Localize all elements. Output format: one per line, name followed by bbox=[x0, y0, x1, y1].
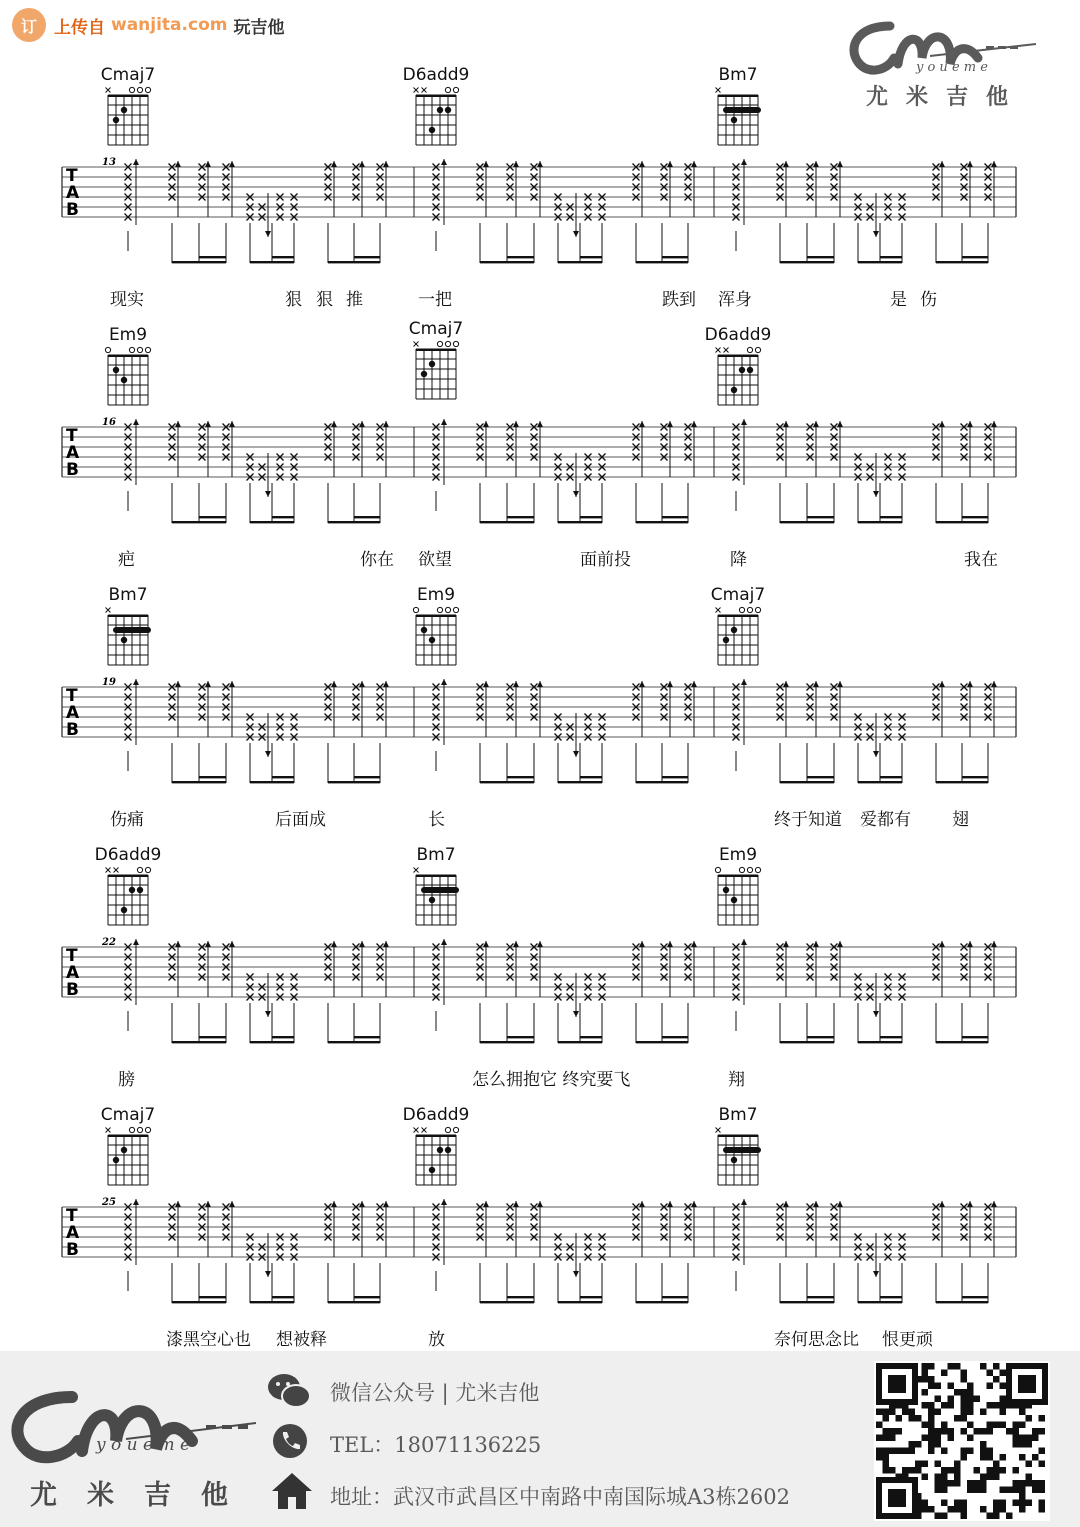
lyric-text: 翅 bbox=[952, 810, 969, 830]
chord-name: Em9 bbox=[108, 325, 148, 345]
lyric-text: 疤 bbox=[118, 550, 135, 570]
wechat-account: 微信公众号 | 尤米吉他 bbox=[330, 1381, 540, 1405]
chord-grid bbox=[396, 605, 476, 675]
measure-number: 13 bbox=[102, 157, 116, 168]
chord-diagram bbox=[396, 585, 476, 677]
tab-staff bbox=[0, 1195, 1080, 1315]
lyric-text: 面前投 bbox=[580, 550, 631, 570]
site-url[interactable]: wanjita.com bbox=[111, 15, 228, 35]
lyric-text: 一把 bbox=[418, 290, 452, 310]
chord-name: Bm7 bbox=[718, 65, 758, 85]
chord-diagram bbox=[88, 845, 168, 937]
lyric-text: 狠 bbox=[316, 290, 333, 310]
lyric-text: 降 bbox=[730, 550, 747, 570]
upload-label: 上传自 bbox=[54, 17, 105, 38]
tab-staff bbox=[0, 155, 1080, 275]
chord-name: Em9 bbox=[416, 585, 456, 605]
lyric-text: 终于知道 bbox=[774, 810, 842, 830]
tab-staff bbox=[0, 935, 1080, 1055]
tab-clef-letter: T bbox=[66, 1206, 78, 1226]
chord-grid bbox=[396, 865, 476, 935]
footer-brand-name: 尤米吉他 bbox=[30, 1480, 258, 1511]
chord-name: Em9 bbox=[718, 845, 758, 865]
lyric-text: 怎么拥抱它 终究要飞 bbox=[472, 1070, 631, 1090]
chord-name: Cmaj7 bbox=[408, 319, 464, 339]
chord-diagram bbox=[88, 325, 168, 417]
lyric-text: 膀 bbox=[118, 1070, 135, 1090]
chord-name: Bm7 bbox=[416, 845, 456, 865]
lyric-text: 伤 bbox=[920, 290, 937, 310]
tab-clef-letter: A bbox=[66, 703, 80, 723]
site-logo-icon: 订 bbox=[12, 8, 46, 42]
chord-grid bbox=[698, 85, 778, 155]
lyric-text: 恨更顽 bbox=[882, 1330, 933, 1350]
wechat-icon bbox=[266, 1371, 312, 1411]
chord-diagram bbox=[396, 1105, 476, 1197]
footer-brand-logo-icon bbox=[6, 1385, 266, 1475]
tab-staff bbox=[0, 415, 1080, 535]
measure-number: 25 bbox=[102, 1197, 116, 1208]
chord-grid bbox=[698, 605, 778, 675]
lyric-text: 浑身 bbox=[718, 290, 752, 310]
chord-name: Cmaj7 bbox=[100, 1105, 156, 1125]
lyric-text: 放 bbox=[428, 1330, 445, 1350]
measure-number: 22 bbox=[102, 937, 116, 948]
tab-clef-letter: B bbox=[66, 720, 79, 740]
tab-clef-letter: T bbox=[66, 426, 78, 446]
chord-name: D6add9 bbox=[402, 65, 470, 85]
chord-diagram bbox=[698, 845, 778, 937]
lyric-text: 奈何思念比 bbox=[774, 1330, 859, 1350]
qr-code[interactable] bbox=[874, 1361, 1050, 1521]
chord-grid bbox=[88, 345, 168, 415]
chord-name: Cmaj7 bbox=[710, 585, 766, 605]
brand-name: 尤米吉他 bbox=[866, 85, 1027, 110]
upload-source bbox=[12, 8, 284, 42]
footer bbox=[0, 1351, 1080, 1527]
lyric-text: 你在 bbox=[360, 550, 394, 570]
lyric-text: 爱都有 bbox=[860, 810, 911, 830]
lyric-text: 长 bbox=[428, 810, 445, 830]
lyric-text: 推 bbox=[346, 290, 363, 310]
tab-clef-letter: B bbox=[66, 1240, 79, 1260]
chord-diagram bbox=[698, 585, 778, 677]
chord-name: D6add9 bbox=[94, 845, 162, 865]
tab-clef-letter: T bbox=[66, 166, 78, 186]
tab-clef-letter: A bbox=[66, 183, 80, 203]
tab-system bbox=[0, 319, 1080, 585]
measure-number: 19 bbox=[102, 677, 116, 688]
footer-brand-sub: y o u e m e bbox=[96, 1435, 191, 1455]
lyric-text: 跌到 bbox=[662, 290, 696, 310]
chord-diagram bbox=[698, 325, 778, 417]
home-icon bbox=[270, 1471, 314, 1511]
chord-diagram bbox=[396, 65, 476, 157]
chord-grid bbox=[88, 1125, 168, 1195]
chord-name: D6add9 bbox=[704, 325, 772, 345]
chord-grid bbox=[698, 345, 778, 415]
lyric-text: 漆黑空心也 bbox=[166, 1330, 251, 1350]
chord-grid bbox=[88, 865, 168, 935]
tab-clef-letter: B bbox=[66, 980, 79, 1000]
lyric-text: 我在 bbox=[964, 550, 998, 570]
chord-diagram bbox=[88, 65, 168, 157]
lyric-text: 狠 bbox=[285, 290, 302, 310]
tab-system bbox=[0, 65, 1080, 325]
chord-diagram bbox=[88, 585, 168, 677]
phone-icon bbox=[272, 1423, 308, 1459]
tab-system bbox=[0, 845, 1080, 1105]
lyric-text: 后面成 bbox=[275, 810, 326, 830]
site-name: 玩吉他 bbox=[233, 17, 285, 38]
lyric-text: 现实 bbox=[110, 290, 144, 310]
chord-diagram bbox=[88, 1105, 168, 1197]
brand-sub-text: y o u e m e bbox=[916, 60, 988, 75]
lyric-text: 翔 bbox=[728, 1070, 745, 1090]
tab-clef-letter: B bbox=[66, 200, 79, 220]
tab-clef-letter: T bbox=[66, 946, 78, 966]
chord-grid bbox=[396, 1125, 476, 1195]
chord-name: Bm7 bbox=[108, 585, 148, 605]
chord-grid bbox=[88, 605, 168, 675]
chord-diagram bbox=[698, 1105, 778, 1197]
tab-clef-letter: A bbox=[66, 963, 80, 983]
chord-grid bbox=[88, 85, 168, 155]
chord-name: D6add9 bbox=[402, 1105, 470, 1125]
chord-name: Bm7 bbox=[718, 1105, 758, 1125]
measure-number: 16 bbox=[102, 417, 116, 428]
tab-clef-letter: B bbox=[66, 460, 79, 480]
chord-diagram bbox=[396, 319, 476, 411]
lyric-text: 欲望 bbox=[418, 550, 452, 570]
lyric-text: 是 bbox=[890, 290, 907, 310]
tab-clef-letter: A bbox=[66, 443, 80, 463]
tab-clef-letter: A bbox=[66, 1223, 80, 1243]
chord-grid bbox=[698, 1125, 778, 1195]
tab-clef-letter: T bbox=[66, 686, 78, 706]
chord-grid bbox=[396, 85, 476, 155]
tab-system bbox=[0, 1105, 1080, 1365]
chord-grid bbox=[698, 865, 778, 935]
lyric-text: 伤痛 bbox=[110, 810, 144, 830]
tab-system bbox=[0, 585, 1080, 845]
chord-name: Cmaj7 bbox=[100, 65, 156, 85]
lyric-text: 想被释 bbox=[276, 1330, 327, 1350]
chord-grid bbox=[396, 339, 476, 409]
telephone: TEL：18071136225 bbox=[330, 1433, 542, 1457]
address: 地址：武汉市武昌区中南路中南国际城A3栋2602 bbox=[330, 1485, 790, 1509]
chord-diagram bbox=[698, 65, 778, 157]
tab-staff bbox=[0, 675, 1080, 795]
chord-diagram bbox=[396, 845, 476, 937]
